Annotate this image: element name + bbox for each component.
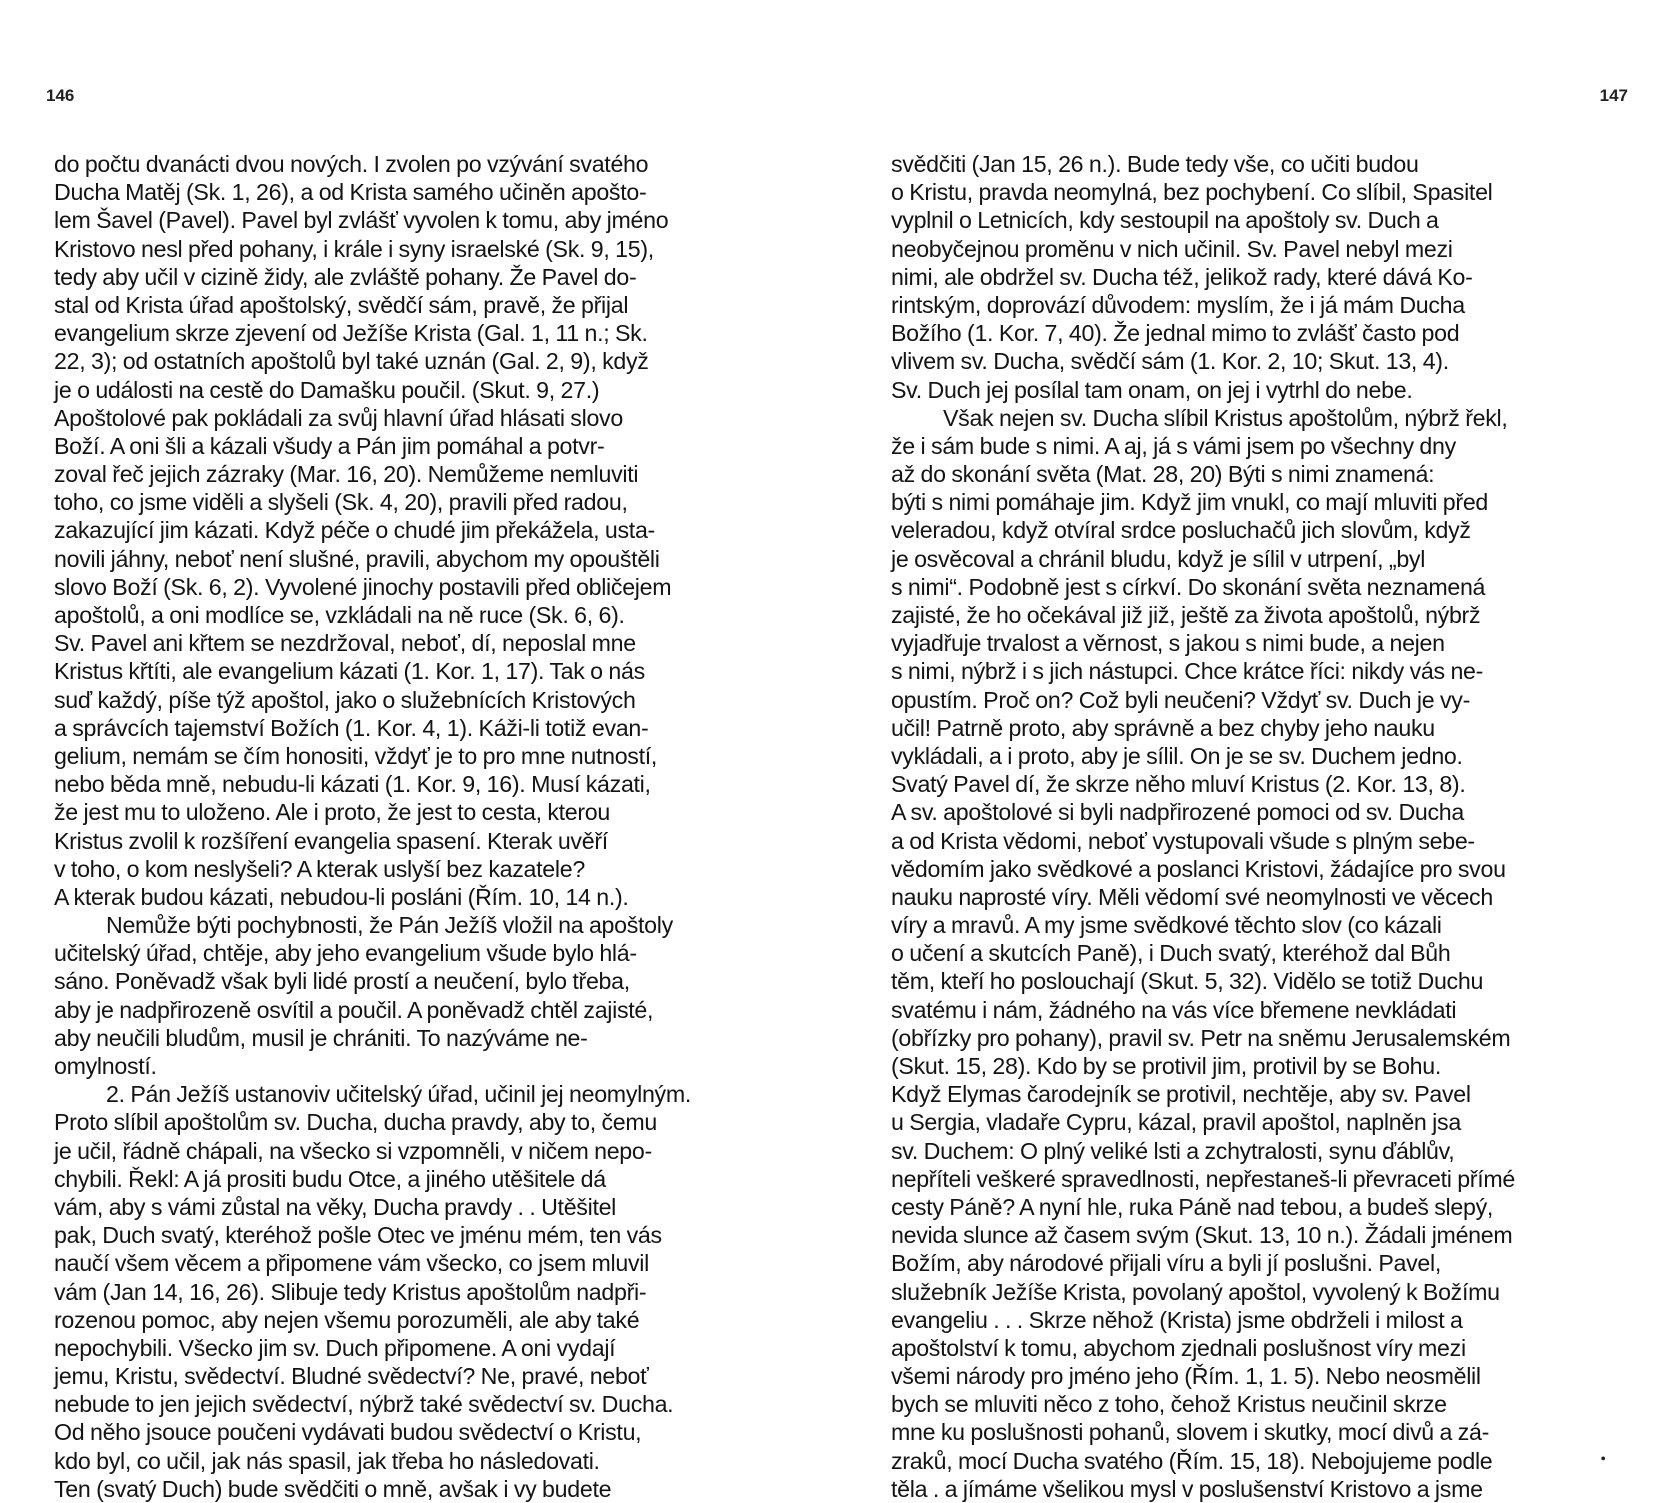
text-line: sv. Duchem: O plný veliké lsti a zchytralosti, synu ďáblův,	[891, 1137, 1455, 1164]
text-line: o učení a skutcích Paně), i Duch svatý, kteréhož dal Bůh	[891, 940, 1451, 967]
text-line: služebník Ježíše Krista, povolaný apoštol, vyvolený k Božímu	[891, 1278, 1500, 1305]
right-page	[836, 0, 1672, 1500]
text-line: novili jáhny, neboť není slušné, pravili, abychom my opouštěli	[54, 545, 660, 572]
text-line: nauku naprosté víry. Měli vědomí své neomylnosti ve věcech	[891, 883, 1493, 910]
text-line: Nemůže býti pochybnosti, že Pán Ježíš vložil na apoštoly	[106, 912, 673, 939]
text-line: vědomím jako svědkové a poslanci Kristovi, žádajíce pro svou	[891, 855, 1506, 882]
text-line: všemi národy pro jméno jeho (Řím. 1, 1. 5). Nebo neosmělil	[891, 1363, 1481, 1390]
text-line: apoštolů, a oni modlíce se, vzkládali na ně ruce (Sk. 6, 6).	[54, 602, 625, 628]
text-line: vyjadřuje trvalost a věrnost, s jakou s nimi bude, a nejen	[891, 630, 1445, 657]
left-page	[0, 0, 836, 1500]
text-line: zakazující jim kázati. Když péče o chudé jim překážela, usta-	[54, 517, 655, 544]
text-line: s nimi, nýbrž i s jich nástupci. Chce krátce říci: nikdy vás ne-	[891, 658, 1484, 685]
right-page-number: 147	[1599, 86, 1628, 105]
text-line: vykládali, a i proto, aby je sílil. On je se sv. Duchem jedno.	[891, 742, 1463, 769]
text-line: sáno. Poněvadž však byli lidé prostí a neučení, bylo třeba,	[54, 968, 630, 995]
text-line: zraků, mocí Ducha svatého (Řím. 15, 18). Nebojujeme podle	[891, 1447, 1493, 1474]
text-line: (Skut. 15, 28). Kdo by se protivil jim, protivil by se Bohu.	[891, 1053, 1441, 1079]
text-line: že i sám bude s nimi. A aj, já s vámi jsem po všechny dny	[891, 432, 1456, 459]
text-line: Ten (svatý Duch) bude svědčiti o mně, avšak i vy budete	[54, 1475, 612, 1502]
text-line: aby neučili bludům, musil je chrániti. To nazýváme ne-	[54, 1024, 588, 1051]
text-line: s nimi“. Podobně jest s církví. Do skonání světa neznamená	[891, 573, 1486, 600]
text-line: gelium, nemám se čím honositi, vždyť je to pro mne nutností,	[54, 742, 658, 769]
text-line: Proto slíbil apoštolům sv. Ducha, ducha pravdy, aby to, čemu	[54, 1109, 658, 1136]
text-line: a správcích tajemství Božích (1. Kor. 4, 1). Káži-li totiž evan-	[54, 714, 649, 741]
text-line: chybili. Řekl: A já prositi budu Otce, a jiného utěšitele dá	[54, 1165, 606, 1192]
right-page-text	[891, 150, 1627, 1503]
text-line: vyplnil o Letnicích, kdy sestoupil na apoštoly sv. Duch a	[891, 207, 1439, 234]
text-line: vám, aby s vámi zůstal na věky, Ducha pravdy . . Utěšitel	[54, 1193, 617, 1220]
text-line: mne ku poslušnosti pohanů, slovem i skutky, mocí divů a zá-	[891, 1419, 1490, 1446]
text-line: a od Krista vědomi, neboť vystupovali všude s plným sebe-	[891, 827, 1475, 854]
text-line: je učil, řádně chápali, na všecko si vzpomněli, v ničem nepo-	[54, 1137, 652, 1164]
text-line: opustím. Proč on? Což byli neučeni? Vždyť sv. Duch je vy-	[891, 686, 1470, 713]
text-line: rozenou pomoc, aby nejen všemu porozuměli, ale aby také	[54, 1306, 640, 1333]
text-line: svědčiti (Jan 15, 26 n.). Bude tedy vše, co učiti budou	[891, 151, 1419, 177]
text-line: Božím, aby národové přijali víru a byli jí poslušni. Pavel,	[891, 1250, 1442, 1277]
left-page-text	[54, 150, 790, 1503]
text-line: Kristus zvolil k rozšíření evangelia spasení. Kterak uvěří	[54, 827, 608, 854]
text-line: 22, 3); od ostatních apoštolů byl také uznán (Gal. 2, 9), když	[54, 348, 649, 375]
text-line: cesty Páně? A nyní hle, ruka Páně nad tebou, a budeš slepý,	[891, 1193, 1494, 1220]
text-line: apoštolství k tomu, abychom zjednali poslušnost víry mezi	[891, 1334, 1466, 1361]
text-line: těla . a jímáme všelikou mysl v poslušenství Kristovo a jsme	[891, 1475, 1483, 1502]
text-line: slovo Boží (Sk. 6, 2). Vyvolené jinochy postavili před obličejem	[54, 573, 672, 600]
text-line: je osvěcoval a chránil bludu, když je sílil v utrpení, „byl	[891, 545, 1426, 572]
text-line: tedy aby učil v cizině židy, ale zvláště pohany. Že Pavel do-	[54, 263, 637, 290]
text-line: býti s nimi pomáhaje jim. Když jim vnukl, co mají mluviti před	[891, 489, 1489, 516]
text-line: nimi, ale obdržel sv. Ducha též, jelikož rady, které dává Ko-	[891, 263, 1473, 290]
text-line: až do skonání světa (Mat. 28, 20) Býti s nimi znamená:	[891, 461, 1435, 488]
text-line: Boží. A oni šli a kázali všudy a Pán jim pomáhal a potvr-	[54, 432, 605, 459]
text-line: 2. Pán Ježíš ustanoviv učitelský úřad, učinil jej neomylným.	[106, 1081, 692, 1108]
text-line: Kristus křtíti, ale evangelium kázati (1. Kor. 1, 17). Tak o nás	[54, 658, 645, 685]
text-line: pak, Duch svatý, kteréhož pošle Otec ve jménu mém, ten vás	[54, 1222, 662, 1249]
left-page-number: 146	[46, 86, 75, 105]
text-line: lem Šavel (Pavel). Pavel byl zvlášť vyvolen k tomu, aby jméno	[54, 207, 669, 234]
text-line: vlivem sv. Ducha, svědčí sám (1. Kor. 2, 10; Skut. 13, 4).	[891, 348, 1449, 375]
text-line: je o události na cestě do Damašku poučil. (Skut. 9, 27.)	[54, 376, 600, 403]
text-line: evangeliu . . . Skrze něhož (Krista) jsme obdrželi i milost a	[891, 1306, 1463, 1333]
text-line: svatému i nám, žádného na vás více břemene nevkládati	[891, 996, 1457, 1023]
text-line: aby je nadpřirozeně osvítil a poučil. A poněvadž chtěl zajisté,	[54, 996, 654, 1023]
text-line: A kterak budou kázati, nebudou-li posláni (Řím. 10, 14 n.).	[54, 883, 629, 910]
text-line: do počtu dvanácti dvou nových. I zvolen po vzývání svatého	[54, 151, 649, 177]
text-line: nevida slunce až časem svým (Skut. 13, 10 n.). Žádali jménem	[891, 1222, 1513, 1249]
text-line: omylností.	[54, 1053, 157, 1079]
text-line: nebo běda mně, nebudu-li kázati (1. Kor. 9, 16). Musí kázati,	[54, 771, 651, 798]
text-line: Ducha Matěj (Sk. 1, 26), a od Krista samého učiněn apošto-	[54, 179, 647, 206]
text-line: jemu, Kristu, svědectví. Bludné svědectví? Ne, pravé, neboť	[54, 1363, 649, 1390]
text-line: Božího (1. Kor. 7, 40). Že jednal mimo to zvlášť často pod	[891, 320, 1460, 347]
text-line: Od něho jsouce poučeni vydávati budou svědectví o Kristu,	[54, 1419, 642, 1446]
text-line: Když Elymas čarodejník se protivil, nechtěje, aby sv. Pavel	[891, 1081, 1471, 1108]
text-line: Apoštolové pak pokládali za svůj hlavní úřad hlásati slovo	[54, 404, 623, 431]
text-line: zajisté, že ho očekával již již, ještě za života apoštolů, nýbrž	[891, 602, 1481, 628]
text-line: nebude to jen jejich svědectví, nýbrž také svědectví sv. Ducha.	[54, 1391, 674, 1418]
text-line: suď každý, píše týž apoštol, jako o služebnících Kristových	[54, 686, 636, 713]
text-line: učil! Patrně proto, aby správně a bez chyby jeho nauku	[891, 714, 1435, 741]
text-line: učitelský úřad, chtěje, aby jeho evangelium všude bylo hlá-	[54, 940, 637, 967]
text-line: vám (Jan 14, 16, 26). Slibuje tedy Kristus apoštolům nadpři-	[54, 1278, 647, 1305]
text-line: nepříteli veškeré spravedlnosti, nepřestaneš-li převraceti přímé	[891, 1165, 1515, 1192]
text-line: víry a mravů. A my jsme svědkové těchto slov (co kázali	[891, 912, 1442, 939]
text-line: kdo byl, co učil, jak nás spasil, jak třeba ho následovati.	[54, 1447, 600, 1474]
text-line: veleradou, když otvíral srdce posluchačů jich slovům, když	[891, 517, 1471, 544]
text-line: Však nejen sv. Ducha slíbil Kristus apoštolům, nýbrž řekl,	[943, 404, 1508, 431]
text-line: rintským, doprovází důvodem: myslím, že i já mám Ducha	[891, 291, 1465, 318]
footer-mark: •	[1600, 1451, 1606, 1468]
text-line: o Kristu, pravda neomylná, bez pochybení. Co slíbil, Spasitel	[891, 179, 1493, 206]
text-line: zoval řeč jejich zázraky (Mar. 16, 20). Nemůžeme nemluviti	[54, 461, 639, 488]
text-line: A sv. apoštolové si byli nadpřirozené pomoci od sv. Ducha	[891, 799, 1464, 826]
text-line: naučí všem věcem a připomene vám všecko, co jsem mluvil	[54, 1250, 649, 1277]
text-line: nepochybili. Všecko jim sv. Duch připomene. A oni vydají	[54, 1334, 616, 1361]
text-line: (obřízky pro pohany), pravil sv. Petr na sněmu Jerusalemském	[891, 1024, 1511, 1051]
text-line: bych se mluviti něco z toho, čehož Kristus neučinil skrze	[891, 1391, 1447, 1418]
text-line: neobyčejnou proměnu v nich učinil. Sv. Pavel nebyl mezi	[891, 235, 1453, 262]
text-line: Kristovo nesl před pohany, i krále i syny israelské (Sk. 9, 15),	[54, 235, 654, 262]
text-line: že jest mu to uloženo. Ale i proto, že jest to cesta, kterou	[54, 799, 610, 826]
text-line: evangelium skrze zjevení od Ježíše Krista (Gal. 1, 11 n.; Sk.	[54, 320, 648, 347]
text-line: u Sergia, vladaře Cypru, kázal, pravil apoštol, naplněn jsa	[891, 1109, 1461, 1136]
text-line: Svatý Pavel dí, že skrze něho mluví Kristus (2. Kor. 13, 8).	[891, 771, 1466, 798]
text-line: toho, co jsme viděli a slyšeli (Sk. 4, 20), pravili před radou,	[54, 489, 628, 516]
text-line: Sv. Duch jej posílal tam onam, on jej i vytrhl do nebe.	[891, 376, 1413, 403]
text-line: Sv. Pavel ani křtem se nezdržoval, neboť, dí, neposlal mne	[54, 630, 636, 657]
text-line: těm, kteří ho poslouchají (Skut. 5, 32). Vidělo se totiž Duchu	[891, 968, 1484, 995]
text-line: v toho, o kom neslyšeli? A kterak uslyší bez kazatele?	[54, 855, 585, 882]
text-line: stal od Krista úřad apoštolský, svědčí sám, pravě, že přijal	[54, 291, 629, 318]
